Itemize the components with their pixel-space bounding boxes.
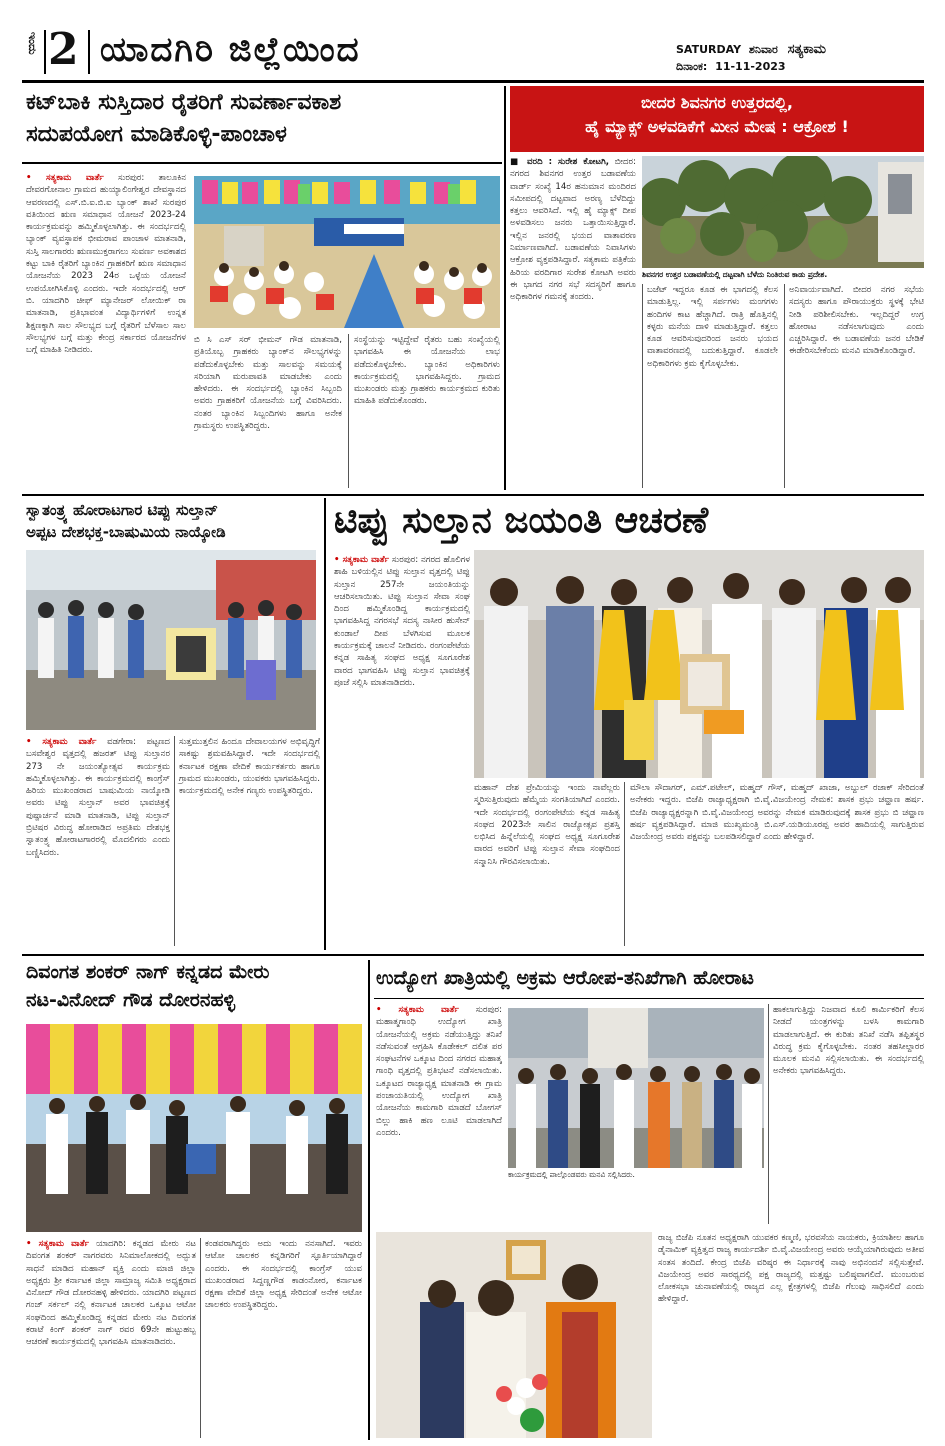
a1-photo — [194, 176, 500, 328]
a1-col-3: ಸಂಸ್ಥೆಯನ್ನು ಇಟ್ಟಿದ್ದೇವೆ ರೈತರು ಬಹು ಸಂಖ್ಯೆಯಲ್ಲಿ ಭಾಗವಹಿಸಿ ಈ ಯೋಜನೆಯ ಲಾಭ ಪಡೆದುಕೊಳ್ಳಬೇಕು. ಬ್ಯಾಂಕಿನ ಅಧಿಕಾರಿಗಳು ಕಾರ್ಯಕ್ರಮದಲ್ಲಿ ಭಾಗವಹಿಸಿದ್ದರು. ಗ್ರಾಮದ ಮುಖಂಡರು ಮತ್ತು ಗ್ರಾಹಕರು ಕಾರ್ಯಕ್ರಮದ ಕುರಿತು ಮಾಹಿತಿ ಪಡೆದುಕೊಂಡರು. — [348, 334, 500, 488]
a1-headline-1: ಕಟ್‌ಬಾಕಿ ಸುಸ್ತಿದಾರ ರೈತರಿಗೆ ಸುವರ್ಣಾವಕಾಶ — [26, 90, 342, 115]
a2-photo-caption: ಶಿವನಗರ ಉತ್ತರ ಬಡಾವಣೆಯಲ್ಲಿ ದಟ್ಟವಾಗಿ ಬೆಳೆದು ನಿಂತಿರುವ ಕಾಡು ಪ್ರದೇಶ. — [642, 270, 828, 279]
a2-headline-box — [510, 86, 924, 152]
a3-col-2: ಸುತ್ತಮುತ್ತಲಿನ ಹಿಂದೂ ದೇವಾಲಯಗಳ ಅಭಿವೃದ್ಧಿಗೆ ಸಾಕಷ್ಟು ಶ್ರಮವಹಿಸಿದ್ದಾರೆ. ಇದೇ ಸಂದರ್ಭದಲ್ಲಿ ಕರ್ನಾಟಕ ರಕ್ಷಣಾ ವೇದಿಕೆ ಕಾರ್ಯಕರ್ತರು ಹಾಗೂ ಗ್ರಾಮದ ಮುಖಂಡರು, ಯುವಕರು ಭಾಗವಹಿಸಿದ್ದರು. ಕಾರ್ಯಕ್ರಮದಲ್ಲಿ ಅನೇಕ ಗಣ್ಯರು ಉಪಸ್ಥಿತರಿದ್ದರು. — [174, 736, 320, 946]
a3-photo — [26, 550, 316, 730]
a1-col-1-text: ಸುರಪುರ: ತಾಲೂಕಿನ ದೇವರಗೋನಾಲ ಗ್ರಾಮದ ಹುಯ್ಯಾಲಿಂಗೇಶ್ವರ ದೇವಸ್ಥಾನದ ಆವರಣದಲ್ಲಿ ಎಸ್.ಬಿ.ಐ.ಬಿ.ಐ ಬ್ಯಾಂಕ್ ಶಾಖೆ ಸುರಪುರ ವತಿಯಿಂದ ಋಣ ಸಮಾಧಾನ ಯೋಜನೆ 2023-24 ಕಾರ್ಯಕ್ರಮವನ್ನು ಹಮ್ಮಿಕೊಳ್ಳಲಾಗಿತ್ತು. ಈ ಸಂದರ್ಭದಲ್ಲಿ ಬ್ಯಾಂಕ್ ವ್ಯವಸ್ಥಾಪಕ ಭೀಮರಾವ ಪಾಂಚಾಳ ಮಾತನಾಡಿ, ಸುಸ್ತಿ ಸಾಲಗಾರರು ಋಣಮುಕ್ತರಾಗಲು ಸುವರ್ಣ ಅವಕಾಶದ ಕಟ್ಟು ಬಾಕಿ ರೈತರಿಗೆ ಬ್ಯಾಂಕಿನ ಗ್ರಾಹಕರಿಗೆ ಋಣ ಸಮಾಧಾನ ಯೋಜನೆಯ 2023 24ರ ಒಳ್ಳೆಯ ಯೋಜನೆ ಉಪಯೋಗಿಸಿಕೊಳ್ಳಿ ಎಂದರು. ಇದೇ ಸಂದರ್ಭದಲ್ಲಿ ಆರ್ ಬಿ. ಯಾದಗಿರಿ ಚೀಫ್ ಮ್ಯಾನೇಜರ್ ಲೋಯಿಕ್ ರಾ ಮಾತನಾಡಿ, ಪ್ರತಿಭಾವಂತ ವಿದ್ಯಾರ್ಥಿಗಳಿಗೆ ಉನ್ನತ ಶಿಕ್ಷಣಕ್ಕಾಗಿ ಸಾಲ ಸೌಲಭ್ಯದ ಬಗ್ಗೆ ರೈತರಿಗೆ ಬೆಳೆಸಾಲ ಸಾಲ ಸೌಲಭ್ಯಗಳ ಬಗ್ಗೆ ಮತ್ತು ಕೇಂದ್ರ ಸರ್ಕಾರದ ಯೋಜನೆಗಳ ಬಗ್ಗೆ ಮಾಹಿತಿ ನೀಡಿದರು. — [26, 173, 186, 356]
masthead-rule — [22, 80, 924, 83]
a2-headline-2: ಹೈ ಮ್ಯಾಕ್ಸ್ ಅಳವಡಿಕೆಗೆ ಮೀನ ಮೇಷ : ಆಕ್ರೋಶ ! — [585, 117, 849, 137]
a2-col-3: ಅನಿವಾರ್ಯವಾಗಿದೆ. ಬೀದರ ನಗರ ಸಭೆಯ ಸದಸ್ಯರು ಹಾಗೂ ಪೌರಾಯುಕ್ತರು ಸ್ಥಳಕ್ಕೆ ಭೇಟಿ ನೀಡಿ ಪರಿಶೀಲಿಸಬೇಕು. ಇಲ್ಲದಿದ್ದರೆ ಉಗ್ರ ಹೋರಾಟ ನಡೆಸಲಾಗುವುದು ಎಂದು ಎಚ್ಚರಿಸಿದ್ದಾರೆ. ಈ ಬಡಾವಣೆಯ ಜನರ ಬೇಡಿಕೆ ಈಡೇರಿಸಬೇಕೆಂದು ಮನವಿ ಮಾಡಿಕೊಂಡಿದ್ದಾರೆ. — [784, 284, 924, 488]
day-kn: ಶನಿವಾರ — [748, 43, 778, 56]
a4-byline: • ಸತ್ಯಕಾಮ ವಾರ್ತೆ — [334, 555, 390, 565]
a5-col-1-text: ಯಾದಗಿರಿ: ಕನ್ನಡದ ಮೇರು ನಟ ದಿವಂಗತ ಶಂಕರ್ ನಾಗರವರು ಸಿನಿಮಾಲೋಕದಲ್ಲಿ ಅದ್ಭುತ ಸಾಧನೆ ಮಾಡಿದ ಮಹಾನ್ ವ್ಯಕ್ತಿ ಎಂದು ಮಾಜಿ ಜಿಲ್ಲಾ ಅಧ್ಯಕ್ಷರು ಶ್ರೀ ಕರ್ನಾಟಕ ಜಿಲ್ಲಾ ಸಾಮ್ರಾಜ್ಯ ಸಮಿತಿ ಅಧ್ಯಕ್ಷರಾದ ವಿನೋದ್ ಗೌಡ ದೋರನಹಳ್ಳಿ ಹೇಳಿದರು. ಯಾದಗಿರಿ ಪಟ್ಟಣದ ಗಂಜ್ ಸರ್ಕಲ್ ನಲ್ಲಿ ಕರ್ನಾಟಕ ಚಾಲಕರ ಒಕ್ಕೂಟ ಆಟೋ ಸಂಘದಿಂದ ಹಮ್ಮಿಕೊಂಡಿದ್ದ ಕನ್ನಡದ ಮೇರು ನಟ ದಿವಂಗತ ಕರಾಟೆ ಕಿಂಗ್ ಶಂಕರ್ ನಾಗ್ ರವರ 69ನೇ ಹುಟ್ಟುಹಬ್ಬ ಆಚರಣೆ ಕಾರ್ಯಕ್ರಮದಲ್ಲಿ ಭಾಗವಹಿಸಿ ಮಾತನಾಡಿದರು. — [26, 1239, 196, 1348]
a4-col-3: ಮೌಲಾ ಸೌದಾಗರ್, ಎಮ್.ಪಟೇಲ್, ಮಹ್ಮದ್ ಗೌಸ್, ಮಹ್ಮದ್ ಖಾಜಾ, ಅಬ್ದುಲ್ ರಜಾಕ್ ಸೇರಿದಂತೆ ಅನೇಕರು ಇದ್ದರು. ಬಿಜೆಪಿ ರಾಜ್ಯಾಧ್ಯಕ್ಷರಾಗಿ ಬಿ.ವೈ.ವಿಜಯೇಂದ್ರ ನೇಮಕ: ಶಾಸಕ ಪ್ರಭು ಚವ್ಹಾಣ ಹರ್ಷ. ಬಿಜೆಪಿ ರಾಜ್ಯಾಧ್ಯಕ್ಷರನ್ನಾಗಿ ಬಿ.ವೈ.ವಿಜಯೇಂದ್ರ ಅವರನ್ನು ನೇಮಕ ಮಾಡಿರುವುದಕ್ಕೆ ಶಾಸಕ ಪ್ರಭು ಬಿ ಚವ್ಹಾಣ ಹರ್ಷ ವ್ಯಕ್ತಪಡಿಸಿದ್ದಾರೆ. ಮಾಜಿ ಮುಖ್ಯಮಂತ್ರಿ ಬಿ.ಎಸ್.ಯಡಿಯೂರಪ್ಪ ಅವರ ಹಾದಿಯಲ್ಲಿ ಸಾಗುತ್ತಿರುವ ವಿಜಯೇಂದ್ರ ಅವರು ಪಕ್ಷವನ್ನು ಬಲಪಡಿಸಲಿದ್ದಾರೆ ಎಂದು ಹೇಳಿದ್ದಾರೆ. — [624, 782, 924, 946]
a5-photo — [26, 1024, 362, 1232]
day-en: SATURDAY — [676, 43, 742, 56]
a5-byline: • ಸತ್ಯಕಾಮ ವಾರ್ತೆ — [26, 1239, 90, 1249]
a6-bottom-text: ರಾಜ್ಯ ಬಿಜೆಪಿ ನೂತನ ಅಧ್ಯಕ್ಷರಾಗಿ ಯುವಕರ ಕಣ್ಮಣಿ, ಭರವಸೆಯ ನಾಯಕರು, ಕ್ರಿಯಾಶೀಲ ಹಾಗೂ ಡೈನಾಮಿಕ್ ವ್ಯಕ್ತಿತ್ವದ ರಾಜ್ಯ ಕಾರ್ಯದರ್ಶಿ ಬಿ.ವೈ.ವಿಜಯೇಂದ್ರ ಅವರು ಆಯ್ಕೆಯಾಗಿರುವುದು ಅತೀವ ಸಂತಸ ತಂದಿದೆ. ಕೇಂದ್ರ ಬಿಜೆಪಿ ವರಿಷ್ಠರ ಈ ನಿರ್ಧಾರಕ್ಕೆ ನಾವು ಅಭಿನಂದನೆ ಸಲ್ಲಿಸುತ್ತೇವೆ. ವಿಜಯೇಂದ್ರ ಅವರ ಸಾರಥ್ಯದಲ್ಲಿ ಪಕ್ಷ ರಾಜ್ಯದಲ್ಲಿ ಮತ್ತಷ್ಟು ಬಲಿಷ್ಠವಾಗಲಿದೆ. ಮುಂಬರುವ ಲೋಕಸಭಾ ಚುನಾವಣೆಯಲ್ಲಿ ರಾಜ್ಯದ ಎಲ್ಲ ಕ್ಷೇತ್ರಗಳಲ್ಲಿ ಬಿಜೆಪಿ ಗೆಲುವು ಸಾಧಿಸಲಿದೆ ಎಂದು ಹೇಳಿದ್ದಾರೆ. — [658, 1233, 924, 1305]
page-number: 2 — [48, 24, 79, 75]
a6-byline: • ಸತ್ಯಕಾಮ ವಾರ್ತೆ — [376, 1005, 459, 1015]
masthead-meta — [676, 42, 826, 57]
a3-byline: • ಸತ್ಯಕಾಮ ವಾರ್ತೆ — [26, 737, 97, 747]
a6-photo-caption: ಕಾರ್ಯಕ್ರಮದಲ್ಲಿ ಪಾಲ್ಗೊಂಡವರು ಮನವಿ ಸಲ್ಲಿಸಿದರು. — [508, 1170, 635, 1179]
a1-byline: • ಸತ್ಯಕಾಮ ವಾರ್ತೆ — [26, 173, 104, 183]
a1-rule — [22, 162, 502, 164]
a2-col-1 — [510, 156, 636, 380]
date-label: ದಿನಾಂಕ: — [676, 60, 708, 73]
masthead-date — [676, 60, 786, 74]
a6-rule — [374, 998, 924, 999]
a2-col-2: ಬಜೆಟ್ ಇದ್ದರೂ ಕೂಡ ಈ ಭಾಗದಲ್ಲಿ ಕೆಲಸ ಮಾಡುತ್ತಿಲ್ಲ. ಇಲ್ಲಿ ಸರ್ಪಗಳು ಮಂಗಗಳು ಹಂದಿಗಳ ಕಾಟ ಹೆಚ್ಚಾಗಿದೆ. ರಾತ್ರಿ ಹೊತ್ತಿನಲ್ಲಿ ಕಳ್ಳರು ಮನೆಯ ದಾಳಿ ಮಾಡುತ್ತಿದ್ದಾರೆ. ಕತ್ತಲು ಕೂಡ ಆವರಿಸುವುದರಿಂದ ಜನರು ಭಯದ ವಾತಾವರಣದಲ್ಲಿ ಬದುಕುತ್ತಿದ್ದಾರೆ. ಕೂಡಲೇ ಅಧಿಕಾರಿಗಳು ಕ್ರಮ ಕೈಗೊಳ್ಳಬೇಕು. — [642, 284, 778, 488]
a2-headline-1: ಬೀದರ ಶಿವನಗರ ಉತ್ತರದಲ್ಲಿ, — [641, 93, 793, 112]
a2-photo — [642, 156, 924, 268]
a2-col-1-cont — [510, 384, 636, 488]
a6-photo — [508, 1008, 764, 1168]
section-title: ಯಾದಗಿರಿ ಜಿಲ್ಲೆಯಿಂದ — [100, 30, 361, 70]
a2-byline: ■ ವರದಿ : ಸುರೇಶ ಕೋಟಗಿ, — [510, 157, 610, 167]
mid-column-divider — [324, 498, 326, 950]
a6-col-1-text: ಸುರಪುರ: ಮಹಾತ್ಮಗಾಂಧಿ ಉದ್ಯೋಗ ಖಾತ್ರಿ ಯೋಜನೆಯಲ್ಲಿ ಅಕ್ರಮ ನಡೆಯುತ್ತಿದ್ದು ತನಿಖೆ ನಡೆಸುವಂತೆ ಆಗ್ರಹಿಸಿ ಕೊಡೇಕಲ್ ದಲಿತ ಪರ ಸಂಘಟನೆಗಳ ಒಕ್ಕೂಟ ದಿಂದ ನಗರದ ಮಹಾತ್ಮ ಗಾಂಧಿ ವೃತ್ತದಲ್ಲಿ ಪ್ರತಿಭಟನೆ ನಡೆಸಲಾಯಿತು. ಒಕ್ಕೂಟದ ರಾಜ್ಯಾಧ್ಯಕ್ಷ ಮಾತನಾಡಿ ಈ ಗ್ರಾಮ ಪಂಚಾಯತಿಯಲ್ಲಿ ಉದ್ಯೋಗ ಖಾತ್ರಿ ಯೋಜನೆಯ ಕಾಮಗಾರಿ ಮಾಡದೆ ಬೋಗಸ್ ಬಿಲ್ಲು ಹಾಕಿ ಹಣ ಲೂಟಿ ಮಾಡಲಾಗಿದೆ ಎಂದರು. — [376, 1005, 502, 1138]
a5-col-1 — [26, 1238, 196, 1438]
masthead-divider — [44, 30, 46, 74]
a4-col-2: ಮಹಾನ್ ದೇಶ ಪ್ರೇಮಿಯನ್ನು ಇಂದು ನಾವೆಲ್ಲರು ಸ್ಮರಿಸುತ್ತಿರುವುದು ಹೆಮ್ಮೆಯ ಸಂಗತಿಯಾಗಿದೆ ಎಂದರು. ಇದೇ ಸಂದರ್ಭದಲ್ಲಿ ರಂಗಂಪೇಟೆಯ ಕನ್ನಡ ಸಾಹಿತ್ಯ ಸಂಘದ 2023ನೇ ಸಾಲಿನ ರಾಜ್ಯೋತ್ಸವ ಪ್ರಶಸ್ತಿ ಲಭಿಸಿದ ಹಿನ್ನೆಲೆಯಲ್ಲಿ ಸಂಘದ ಅಧ್ಯಕ್ಷ ಸೂಗೂರೇಶ ವಾರದ ಅವರಿಗೆ ಟಿಪ್ಪು ಸುಲ್ತಾನ ಸೇವಾ ಸಂಘದಿಂದ ಸನ್ಮಾನಿಸಿ ಗೌರವಿಸಲಾಯಿತು. — [474, 783, 620, 867]
a3-headline-1: ಸ್ವಾತಂತ್ರ್ಯ ಹೋರಾಟಗಾರ ಟಿಪ್ಪು ಸುಲ್ತಾನ್ — [26, 501, 219, 519]
masthead-side-label: ಇಂದು — [26, 32, 39, 55]
a1-col-2: ಬಿ ಸಿ ಎಸ್ ಸರ್ ಭೀಮನ್ ಗೌಡ ಮಾತನಾಡಿ, ಪ್ರತಿಯೊಬ್ಬ ಗ್ರಾಹಕರು ಬ್ಯಾಂಕ್‌ನ ಸೌಲಭ್ಯಗಳನ್ನು ಪಡೆದುಕೊಳ್ಳಬೇಕು ಮತ್ತು ಸಾಲವನ್ನು ಸಮಯಕ್ಕೆ ಸರಿಯಾಗಿ ಮರುಪಾವತಿ ಮಾಡಬೇಕು ಎಂದು ಹೇಳಿದರು. ಈ ಸಂದರ್ಭದಲ್ಲಿ ಬ್ಯಾಂಕಿನ ಸಿಬ್ಬಂದಿ ಅವರು ಗ್ರಾಹಕರಿಗೆ ಯೋಜನೆಯ ಬಗ್ಗೆ ವಿವರಿಸಿದರು. ನಂತರ ಬ್ಯಾಂಕಿನ ಸಿಬ್ಬಂದಿಗಳು ಹಾಗೂ ಅನೇಕ ಗ್ರಾಮಸ್ಥರು ಉಪಸ್ಥಿತರಿದ್ದರು. — [194, 335, 342, 432]
a1-col-1 — [26, 172, 186, 488]
a4-col-1 — [334, 554, 470, 778]
top-column-divider — [504, 86, 506, 490]
a5-headline-2: ನಟ-ವಿನೋದ್ ಗೌಡ ದೋರನಹಳ್ಳಿ — [26, 989, 236, 1011]
a3-headline-2: ಅಪ್ಪಟ ದೇಶಭಕ್ತ-ಬಾಷುಮಿಯ ನಾಯ್ಕೋಡಿ — [26, 523, 226, 541]
a2-lead-text: ಬೀದರ: ನಗರದ ಶಿವನಗರ ಉತ್ತರ ಬಡಾವಣೆಯ ವಾರ್ಡ್ ಸಂಖ್ಯೆ 14ರ ಹನುಮಾನ ಮಂದಿರದ ಸಮೀಪದಲ್ಲಿ ದಟ್ಟವಾದ ಅರಣ್ಯ ಬೆಳೆದಿದ್ದು ಕತ್ತಲು ಆವರಿಸಿದೆ. ಇಲ್ಲಿ ಹೈ ಮ್ಯಾಕ್ಸ್ ದೀಪ ಅಳವಡಿಸಲು ಜನರು ಒತ್ತಾಯಿಸುತ್ತಿದ್ದಾರೆ. ಇಲ್ಲಿನ ಜನರಲ್ಲಿ ಭಯದ ವಾತಾವರಣ ನಿರ್ಮಾಣವಾಗಿದೆ. ಬಡಾವಣೆಯ ನಿವಾಸಿಗಳು ಆಕ್ರೋಶ ವ್ಯಕ್ತಪಡಿಸಿದ್ದಾರೆ. ಸತ್ಯಕಾಮ ಪತ್ರಿಕೆಯ ಹಿರಿಯ ವರದಿಗಾರ ಸುರೇಶ ಕೋಟಗಿ ಅವರು ಈ ಭಾಗದ ನಗರ ಸಭೆ ಸದಸ್ಯರಿಗೆ ಹಾಗೂ ಅಧಿಕಾರಿಗಳ ಗಮನಕ್ಕೆ ತಂದರು. — [510, 157, 636, 303]
a5-headline-1: ದಿವಂಗತ ಶಂಕರ್ ನಾಗ್ ಕನ್ನಡದ ಮೇರು — [26, 961, 270, 983]
a1-headline-2: ಸದುಪಯೋಗ ಮಾಡಿಕೊಳ್ಳಿ-ಪಾಂಚಾಳ — [26, 122, 287, 147]
masthead-divider-2 — [88, 30, 90, 74]
a5-col-2: ಕಂಡವರಾಗಿದ್ದರು ಅದು ಇಂದು ನನಸಾಗಿದೆ. ಇವರು ಆಟೋ ಚಾಲಕರ ಕನ್ನಡಿಗರಿಗೆ ಸ್ಫೂರ್ತಿಯಾಗಿದ್ದಾರೆ ಎಂದರು. ಈ ಸಂದರ್ಭದಲ್ಲಿ ಕಾಂಗ್ರೆಸ್ ಯುವ ಮುಖಂಡರಾದ ಸಿದ್ದಣ್ಣಗೌಡ ಕಾಡಂನೋರ, ಕರ್ನಾಟಕ ರಕ್ಷಣಾ ವೇದಿಕೆ ಜಿಲ್ಲಾ ಅಧ್ಯಕ್ಷ ಸೇರಿದಂತೆ ಅನೇಕ ಆಟೋ ಚಾಲಕರು ಉಪಸ್ಥಿತರಿದ್ದರು. — [200, 1238, 362, 1438]
a3-col-1-text: ವಡಗೇರಾ: ಪಟ್ಟಣದ ಬಸವೇಶ್ವರ ವೃತ್ತದಲ್ಲಿ ಹಜರತ್ ಟಿಪ್ಪು ಸುಲ್ತಾನರ 273 ನೇ ಜಯಂತ್ಯೋತ್ಸವ ಕಾರ್ಯಕ್ರಮ ಹಮ್ಮಿಕೊಳ್ಳಲಾಗಿತ್ತು. ಈ ಕಾರ್ಯಕ್ರಮದಲ್ಲಿ ಕಾಂಗ್ರೆಸ್ ಹಿರಿಯ ಮುಖಂಡರಾದ ಬಾಷುಮಿಯ ನಾಯ್ಕೋಡಿ ಅವರು ಟಿಪ್ಪು ಸುಲ್ತಾನ್ ಅವರ ಭಾವಚಿತ್ರಕ್ಕೆ ಪುಷ್ಪಾರ್ಚನೆ ಮಾಡಿ ಮಾತನಾಡಿ, ಟಿಪ್ಪು ಸುಲ್ತಾನ್ ಬ್ರಿಟಿಷರ ವಿರುದ್ಧ ಹೋರಾಡಿದ ಅಪ್ರತಿಮ ದೇಶಭಕ್ತ ಸ್ವಾತಂತ್ರ್ಯ ಹೋರಾಟಗಾರರಲ್ಲಿ ಮೊದಲಿಗರು ಎಂದು ಬಣ್ಣಿಸಿದರು. — [26, 737, 170, 858]
date-value: 11-11-2023 — [715, 60, 786, 73]
a3-col-1 — [26, 736, 170, 946]
bottom-column-divider — [368, 960, 370, 1440]
section-rule-1 — [22, 494, 924, 496]
a6-photo-2 — [376, 1232, 652, 1438]
section-rule-2 — [22, 954, 924, 956]
a4-headline: ಟಿಪ್ಪು ಸುಲ್ತಾನ ಜಯಂತಿ ಆಚರಣೆ — [334, 500, 709, 541]
a6-col-2: ಹಾಕಲಾಗುತ್ತಿದ್ದು ನಿಜವಾದ ಕೂಲಿ ಕಾರ್ಮಿಕರಿಗೆ ಕೆಲಸ ನೀಡದೆ ಯಂತ್ರಗಳನ್ನು ಬಳಸಿ ಕಾಮಗಾರಿ ಮಾಡಲಾಗುತ್ತಿದೆ. ಈ ಕುರಿತು ತನಿಖೆ ನಡೆಸಿ ತಪ್ಪಿತಸ್ಥರ ವಿರುದ್ಧ ಕ್ರಮ ಕೈಗೊಳ್ಳಬೇಕು. ನಂತರ ತಹಸೀಲ್ದಾರರ ಮೂಲಕ ಮನವಿ ಸಲ್ಲಿಸಲಾಯಿತು. ಈ ಸಂದರ್ಭದಲ್ಲಿ ಅನೇಕರು ಭಾಗವಹಿಸಿದ್ದರು. — [768, 1004, 924, 1224]
a4-photo — [474, 550, 924, 778]
a6-headline: ಉದ್ಯೋಗ ಖಾತ್ರಿಯಲ್ಲಿ ಅಕ್ರಮ ಆರೋಪ-ತನಿಖೆಗಾಗಿ ಹೋರಾಟ — [376, 967, 754, 989]
a4-col-1-text: ಸುರಪುರ: ನಗರದ ಹೊಲಿಗಳ ಶಾಹಿ ಬಳಿಯಲ್ಲಿನ ಟಿಪ್ಪು ಸುಲ್ತಾನ ವೃತ್ತದಲ್ಲಿ ಟಿಪ್ಪು ಸುಲ್ತಾನ 257ನೇ ಜಯಂತಿಯನ್ನು ಆಚರಿಸಲಾಯಿತು. ಟಿಪ್ಪು ಸುಲ್ತಾನ ಸೇವಾ ಸಂಘ ದಿಂದ ಹಮ್ಮಿಕೊಂಡಿದ್ದ ಕಾರ್ಯಕ್ರಮದಲ್ಲಿ ಭಾಗವಹಿಸಿದ್ದ ನಗರಸಭೆ ಸದಸ್ಯ ನಾಸೀರ ಹುಸೇನ್ ಕುಂಡಾಲೆ ದೀಪ ಬೆಳಗಿಸುವ ಮೂಲಕ ಕಾರ್ಯಕ್ರಮಕ್ಕೆ ಚಾಲನೆ ನೀಡಿದರು. ರಂಗಂಪೇಟೆಯ ಕನ್ನಡ ಸಾಹಿತ್ಯ ಸಂಘದ ಅಧ್ಯಕ್ಷ ಸೂಗೂರೇಶ ವಾರದ ಭಾಗವಹಿಸಿ ಟಿಪ್ಪು ಸುಲ್ತಾನ ಭಾವಚಿತ್ರಕ್ಕೆ ಪೂಜೆ ಸಲ್ಲಿಸಿ ಮಾತನಾಡಿದರು. — [334, 555, 470, 688]
paper-name: ಸತ್ಯಕಾಮ — [787, 42, 827, 57]
a6-col-1 — [376, 1004, 502, 1224]
